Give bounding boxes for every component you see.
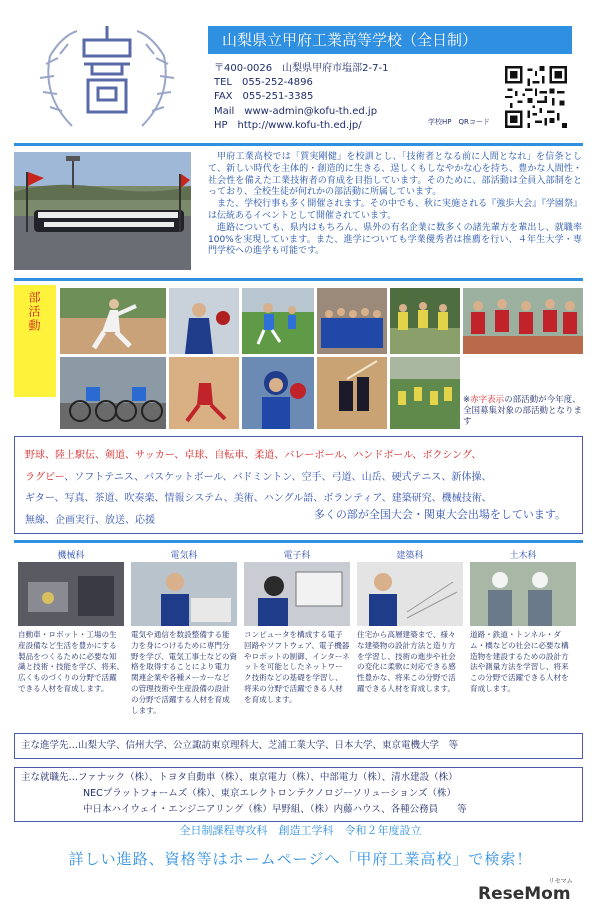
note-prefix: ※ (463, 395, 471, 405)
club-names: 、ソフトテニス、バスケットボール、バドミントン、空手、弓道、山岳、硬式テニス、新体操、 (64, 471, 492, 483)
club-achievement: 多くの部が全国大会・関東大会出場をしています。 (313, 507, 566, 521)
resemom-watermark (478, 878, 573, 904)
intro-paragraph: 甲府工業高校では「質実剛健」を校訓とし、「技術者となる前に人間となれ」を信条として、新しい時代を主体的・創造的に生きる、逞しくもしなやかな心を持ち、豊かな人間性・社会性を備えた工業技術者の育成を目指しています。そのために、部活動は全員入部制をとっており、全校生徒が何れかの部活動に所属しています。 (208, 152, 582, 198)
department-photo (18, 562, 124, 626)
employment-line: 主な就職先…ファナック（株）、トヨタ自動車（株）、東京電力（株）、中部電力（株）、清水建設（株） (21, 772, 458, 783)
team-photo (317, 288, 387, 354)
club-recruitment-note (463, 395, 583, 428)
telephone: TEL 055-252-4896 (214, 77, 313, 89)
department-description: 自動車・ロボット・工場の生産設備など生活を豊かにする製品をつくるために必要な知識と技術・技能を学び、将来、広くものづくりの分野で活躍できる人材を育成します。 (18, 630, 125, 693)
club-activities-label (14, 285, 56, 397)
website-link[interactable]: HP http://www.kofu-th.ed.jp/ (214, 119, 362, 131)
rugby-photo (390, 357, 460, 429)
club-list-box (14, 436, 583, 534)
intro-paragraph: 進路についても、県内はもちろん、県外の有名企業に数多くの諸先輩方を輩出し、就職率100%を実現しています。また、進学についても学業優秀者は推薦を行い、４年生大学・専門学校への進学も可能です。 (208, 222, 582, 257)
department-title: 建築科 (396, 551, 424, 561)
qr-code (505, 66, 567, 128)
divider (14, 143, 583, 146)
department-photo (131, 562, 237, 626)
soccer-photo (242, 288, 314, 354)
department-title: 土木科 (509, 551, 537, 561)
club-list-line: ギター、写真、茶道、吹奏楽、情報システム、美術、ハングル語、ボランティア、建築研究、機械技術、 (25, 493, 492, 504)
intro-paragraph: また、学校行事も多く開催されます。その中でも、秋に実施される『強歩大会』『学園祭』は伝統あるイベントとして開催されています。 (208, 199, 582, 221)
employment-line: NECプラットフォームズ（株）、東京エレクトロンテクノロジーソリューションズ（株） (83, 788, 456, 799)
note-text: の部活動が今年度、全国募集対象の部活動となります (463, 395, 583, 427)
gymnastics-photo (169, 357, 239, 429)
club-red: ラグビー (25, 471, 65, 483)
department-title: 電気科 (170, 551, 198, 561)
club-list-line: 野球、陸上駅伝、剣道、サッカー、卓球、自転車、柔道、バレーボール、ハンドボール、ボクシング、 (25, 450, 482, 461)
cycling-photo (60, 357, 166, 429)
watermark-text: ReseMom (478, 884, 571, 904)
department-description: 住宅から高層建築まで、様々な建築物の設計方法と造り方を学習し、技術の進歩や社会の変化に柔軟に対応できる感性豊かな、将来この分野で活躍できる人材を育成します。 (357, 630, 456, 693)
department-photo (357, 562, 463, 626)
department-title: 電子科 (283, 551, 311, 561)
department-description: コンピュータを構成する電子回路やソフトウェア、電子機器やロボットの制御、インターネットを可能としたネットワーク技術などの基礎を学習し、将来の分野で活躍できる人材を育成します。 (244, 630, 350, 704)
university-destinations: 主な進学先…山梨大学、信州大学、公立諏訪東京理科大、芝浦工業大学、日本大学、東京電機大学 等 (14, 733, 583, 759)
employment-destinations (14, 767, 583, 822)
note-red-text: 赤字表示 (470, 395, 505, 405)
search-prompt: 詳しい進路、資格等はホームページへ「甲府工業高校」で検索！ (68, 850, 533, 868)
divider (14, 278, 583, 281)
boxing-photo (242, 357, 314, 429)
club-list-line: 無線、企画実行、放送、応援 (25, 514, 155, 526)
email-link[interactable]: Mail www-admin@kofu-th.ed.jp (214, 105, 378, 117)
department-photo (244, 562, 350, 626)
school-emblem-logo (32, 16, 182, 141)
table-tennis-photo (169, 288, 239, 354)
contact-info (214, 62, 388, 133)
kendo-photo (317, 357, 387, 429)
department-description: 道路・鉄道・トンネル・ダム・橋などの社会に必要な構造物を建設するための設計方法や測量方法を学習し、将来この分野で活躍できる人材を育成します。 (470, 630, 569, 693)
club-label-text: 部活動 (27, 291, 41, 333)
divider (14, 540, 583, 543)
department-title: 機械科 (57, 551, 85, 561)
advanced-course-notice: 全日制課程専攻科 創造工学科 令和２年度設立 (179, 824, 422, 837)
school-introduction (208, 152, 582, 258)
postal-address: 〒400-0026 山梨県甲府市塩部2-7-1 (214, 63, 389, 74)
students-group-photo (14, 152, 191, 270)
fax: FAX 055-251-3385 (214, 91, 314, 103)
baseball-photo (60, 288, 166, 354)
department-description: 電気や通信を数設整備する能力を身につけるために専門分野を学び、電気工事士などの資格を取得することにより電力関連企業や各種メーカーなどの管理技術や生産設備の設計の分野で活躍する人材を育成します。 (131, 630, 238, 715)
track-relay-photo (463, 288, 583, 354)
handball-photo (390, 288, 460, 354)
club-list-line (25, 467, 572, 489)
department-photo (470, 562, 576, 626)
school-name-banner: 山梨県立甲府工業高等学校（全日制） (208, 26, 572, 54)
watermark-small: リセマム (548, 878, 573, 885)
employment-line: 中日本ハイウェイ・エンジニアリング（株）早野組、（株）内藤ハウス、各種公務員 等 (83, 804, 467, 815)
qr-caption: 学校HP QRコード (428, 118, 490, 126)
